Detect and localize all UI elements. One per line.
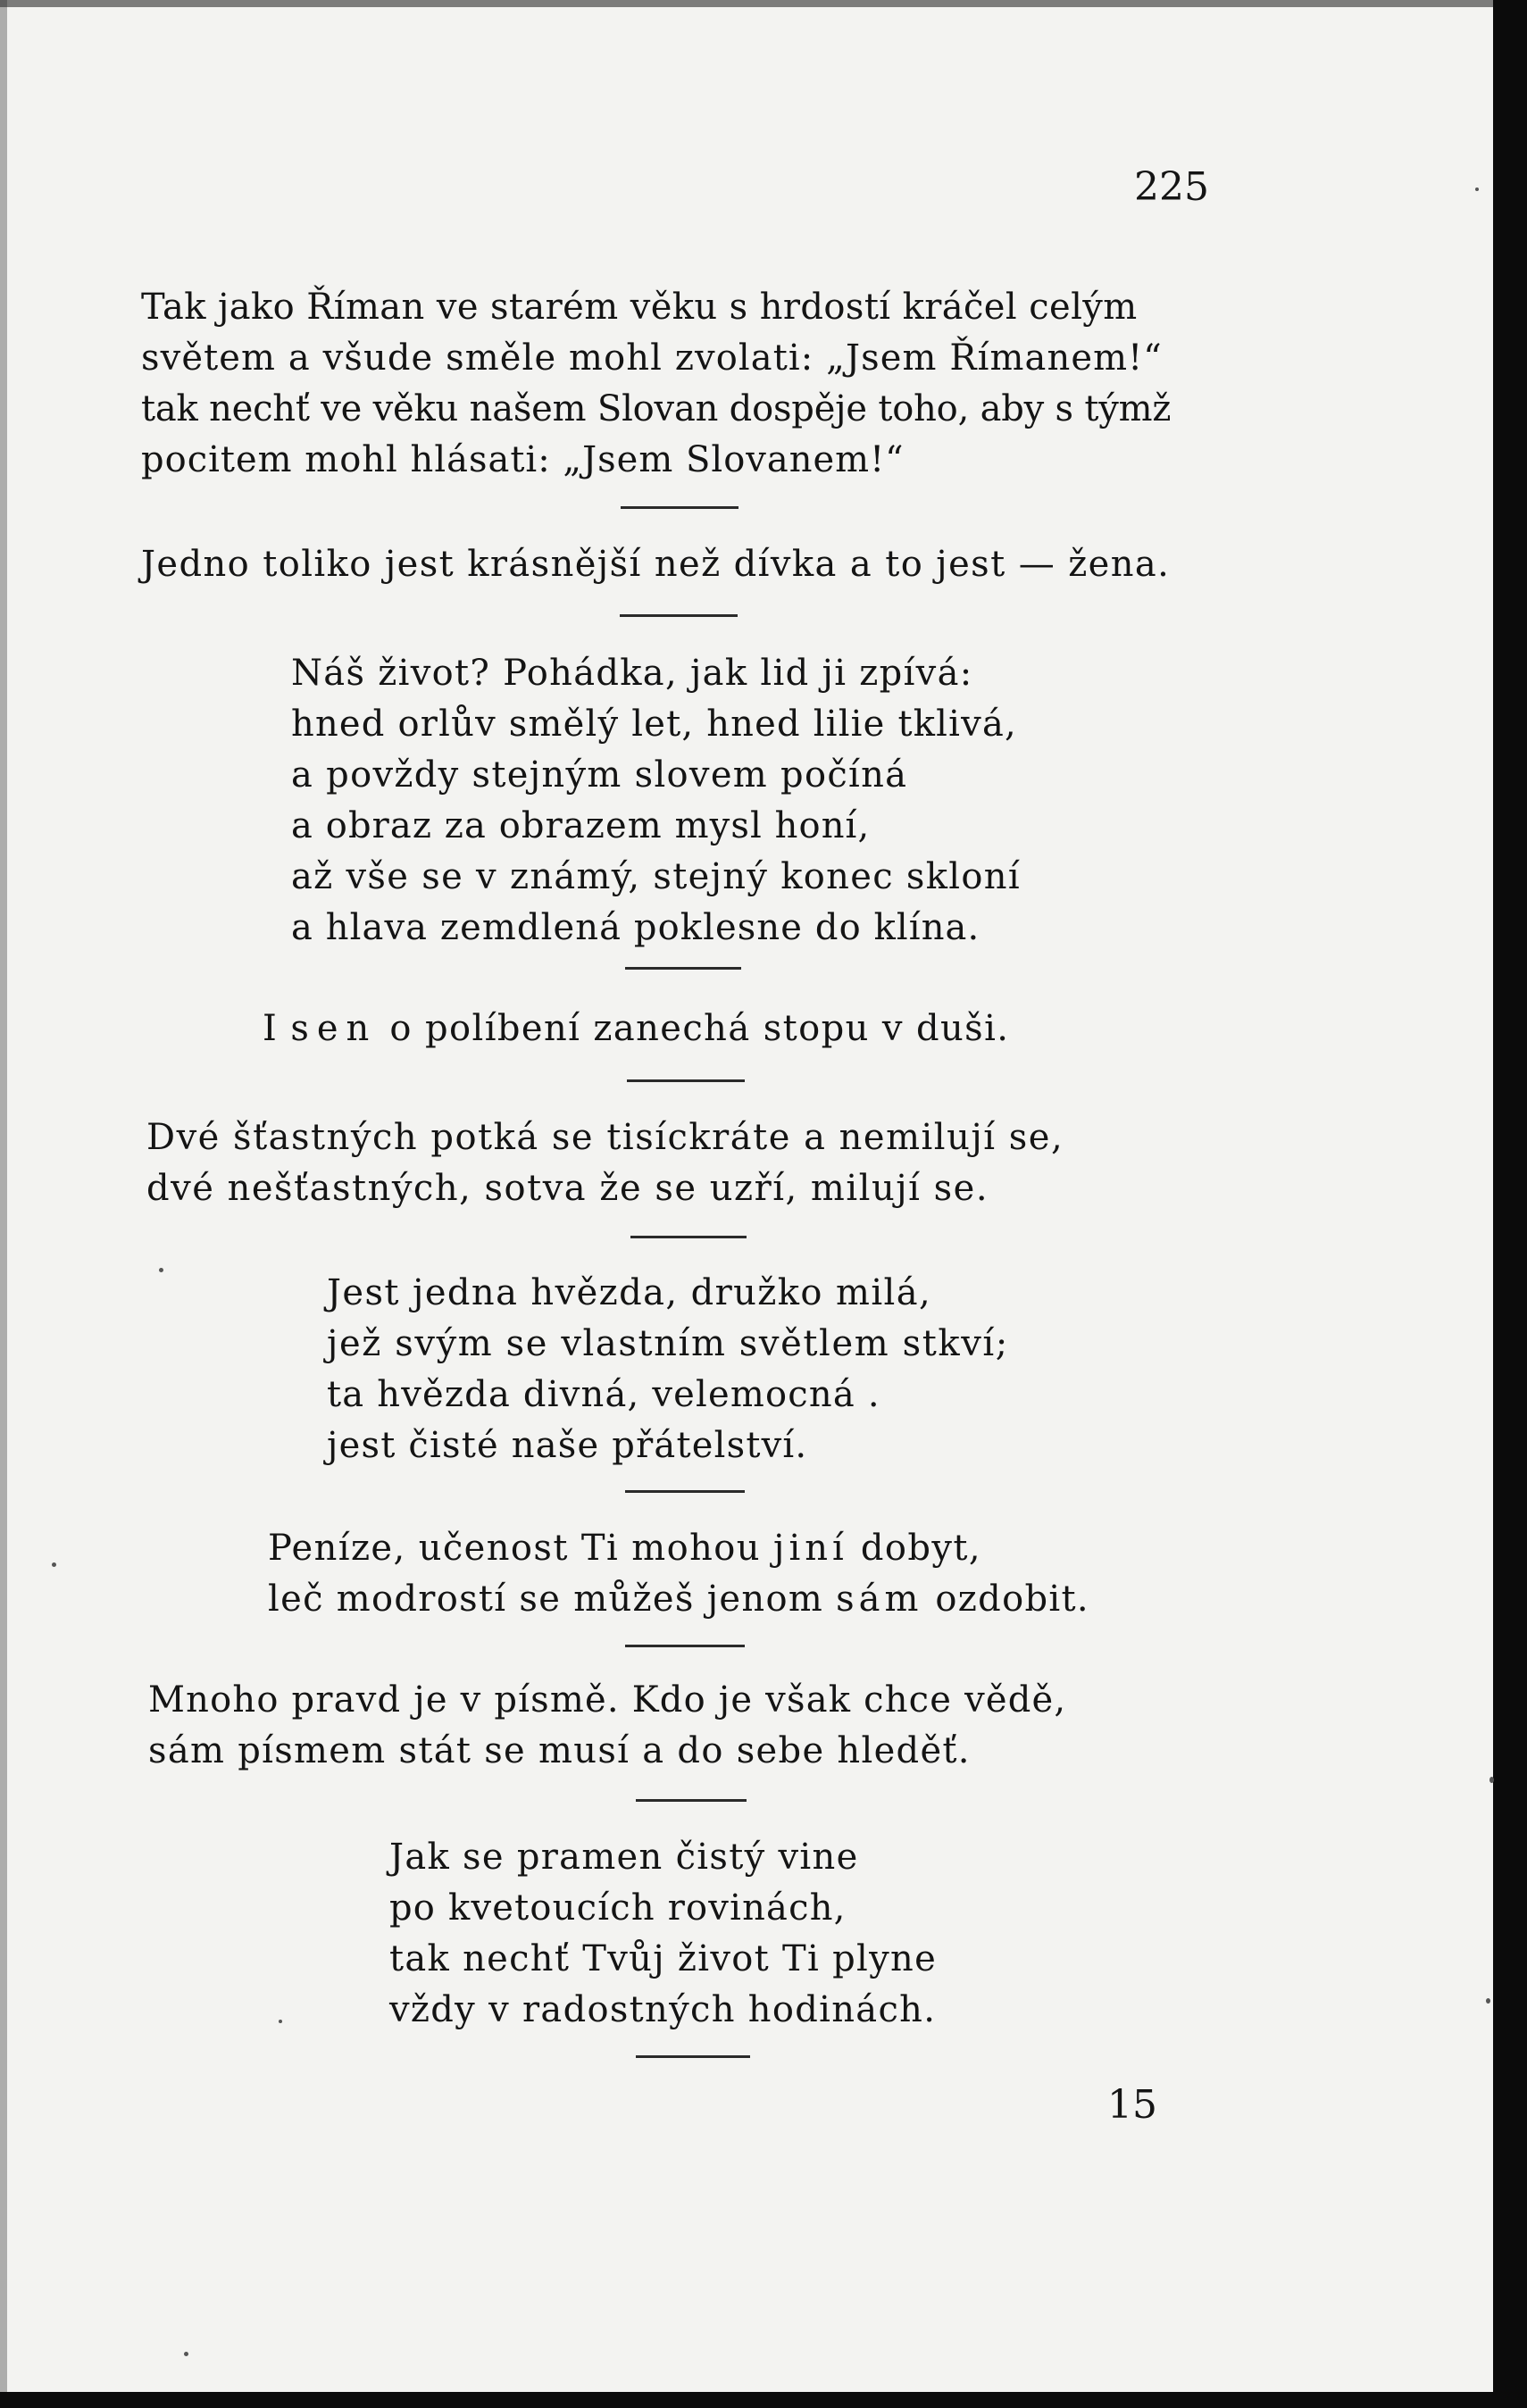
section-divider <box>625 967 741 970</box>
poem-line: tak nechť Tvůj život Ti plyne <box>389 1938 938 1979</box>
scan-speck <box>159 1268 163 1272</box>
section-divider <box>636 1799 747 1802</box>
poem-line: a obraz za obrazem mysl honí, <box>291 805 871 846</box>
scan-speck <box>279 2020 282 2023</box>
paragraph-line: světem a všude směle mohl zvolati: „Jsem Římanem!“ <box>141 337 1163 379</box>
scan-border-right <box>1493 0 1527 2408</box>
text-fragment: o políbení zanechá stopu v duši. <box>377 1008 1010 1049</box>
scan-speck <box>1489 1777 1494 1783</box>
scan-speck <box>1475 187 1479 191</box>
paragraph-roman-slav <box>141 282 1222 486</box>
poem-line: ta hvězda divná, velemocná . <box>327 1374 880 1415</box>
poem-spring-life <box>389 1832 937 2036</box>
poem-line: a povždy stejným slovem počíná <box>291 754 908 796</box>
aphorism-wisdom <box>268 1523 1089 1625</box>
poem-life-fairy-tale <box>291 648 1021 954</box>
scan-border-top <box>0 0 1527 7</box>
poem-line: hned orlův smělý let, hned lilie tklivá, <box>291 704 1017 745</box>
scan-speck <box>184 2352 188 2356</box>
poem-line: Jest jedna hvězda, družko milá, <box>327 1272 932 1313</box>
poem-line: Náš život? Pohádka, jak lid ji zpívá: <box>291 653 973 694</box>
aphorism-scripture <box>148 1675 1066 1777</box>
aphorism-dream-kiss <box>263 1004 1009 1054</box>
poem-line: a hlava zemdlená poklesne do klína. <box>291 907 980 948</box>
paragraph-line: Dvé šťastných potká se tisíckráte a nemilují se, <box>146 1117 1064 1158</box>
page-number: 225 <box>1134 164 1209 210</box>
aphorism-happy-unhappy <box>146 1112 1064 1214</box>
signature-mark: 15 <box>1107 2082 1157 2128</box>
section-divider <box>627 1079 745 1082</box>
scan-border-bottom <box>0 2392 1527 2408</box>
scan-speck <box>52 1562 56 1567</box>
section-divider <box>625 1645 745 1647</box>
section-divider <box>621 506 738 509</box>
paragraph-line <box>268 1574 1089 1625</box>
section-divider <box>625 1490 745 1493</box>
section-divider <box>636 2055 750 2058</box>
paragraph-line: Mnoho pravd je v písmě. Kdo je však chce vědě, <box>148 1679 1067 1721</box>
text-fragment: Peníze, učenost Ti mohou <box>268 1528 774 1569</box>
poem-line: jež svým se vlastním světlem stkví; <box>327 1323 1009 1364</box>
spaced-word: jiní <box>773 1528 848 1569</box>
paragraph-line <box>268 1523 1089 1574</box>
section-divider <box>630 1236 747 1238</box>
paragraph-line: sám písmem stát se musí a do sebe hleděť. <box>148 1730 971 1771</box>
text-fragment: I <box>263 1008 291 1049</box>
poem-line: Jak se pramen čistý vine <box>389 1837 859 1878</box>
poem-line: po kvetoucích rovinách, <box>389 1887 847 1929</box>
paragraph-line: pocitem mohl hlásati: „Jsem Slovanem!“ <box>141 439 905 480</box>
scan-border-left <box>0 0 7 2408</box>
spaced-word: sen <box>290 1008 378 1049</box>
text-fragment: leč modrostí se můžeš jenom <box>268 1579 837 1620</box>
poem-star-friendship <box>327 1268 1009 1471</box>
text-fragment: ozdobit. <box>922 1579 1089 1620</box>
paragraph-line: Tak jako Říman ve starém věku s hrdostí kráčel celým <box>141 287 1138 328</box>
spaced-word: sám <box>836 1579 923 1620</box>
poem-line: jest čisté naše přátelství. <box>327 1425 808 1466</box>
text-fragment: dobyt, <box>847 1528 981 1569</box>
paragraph-line: tak nechť ve věku našem Slovan dospěje toho, aby s týmž <box>141 388 1172 429</box>
scan-speck <box>1486 1998 1490 2004</box>
paragraph-line: dvé nešťastných, sotva že se uzří, milují se. <box>146 1168 989 1209</box>
aphorism-woman: Jedno toliko jest krásnější než dívka a to jest — žena. <box>141 544 1171 585</box>
section-divider <box>620 614 738 617</box>
poem-line: vždy v radostných hodinách. <box>389 1989 937 2030</box>
poem-line: až vše se v známý, stejný konec skloní <box>291 856 1021 897</box>
